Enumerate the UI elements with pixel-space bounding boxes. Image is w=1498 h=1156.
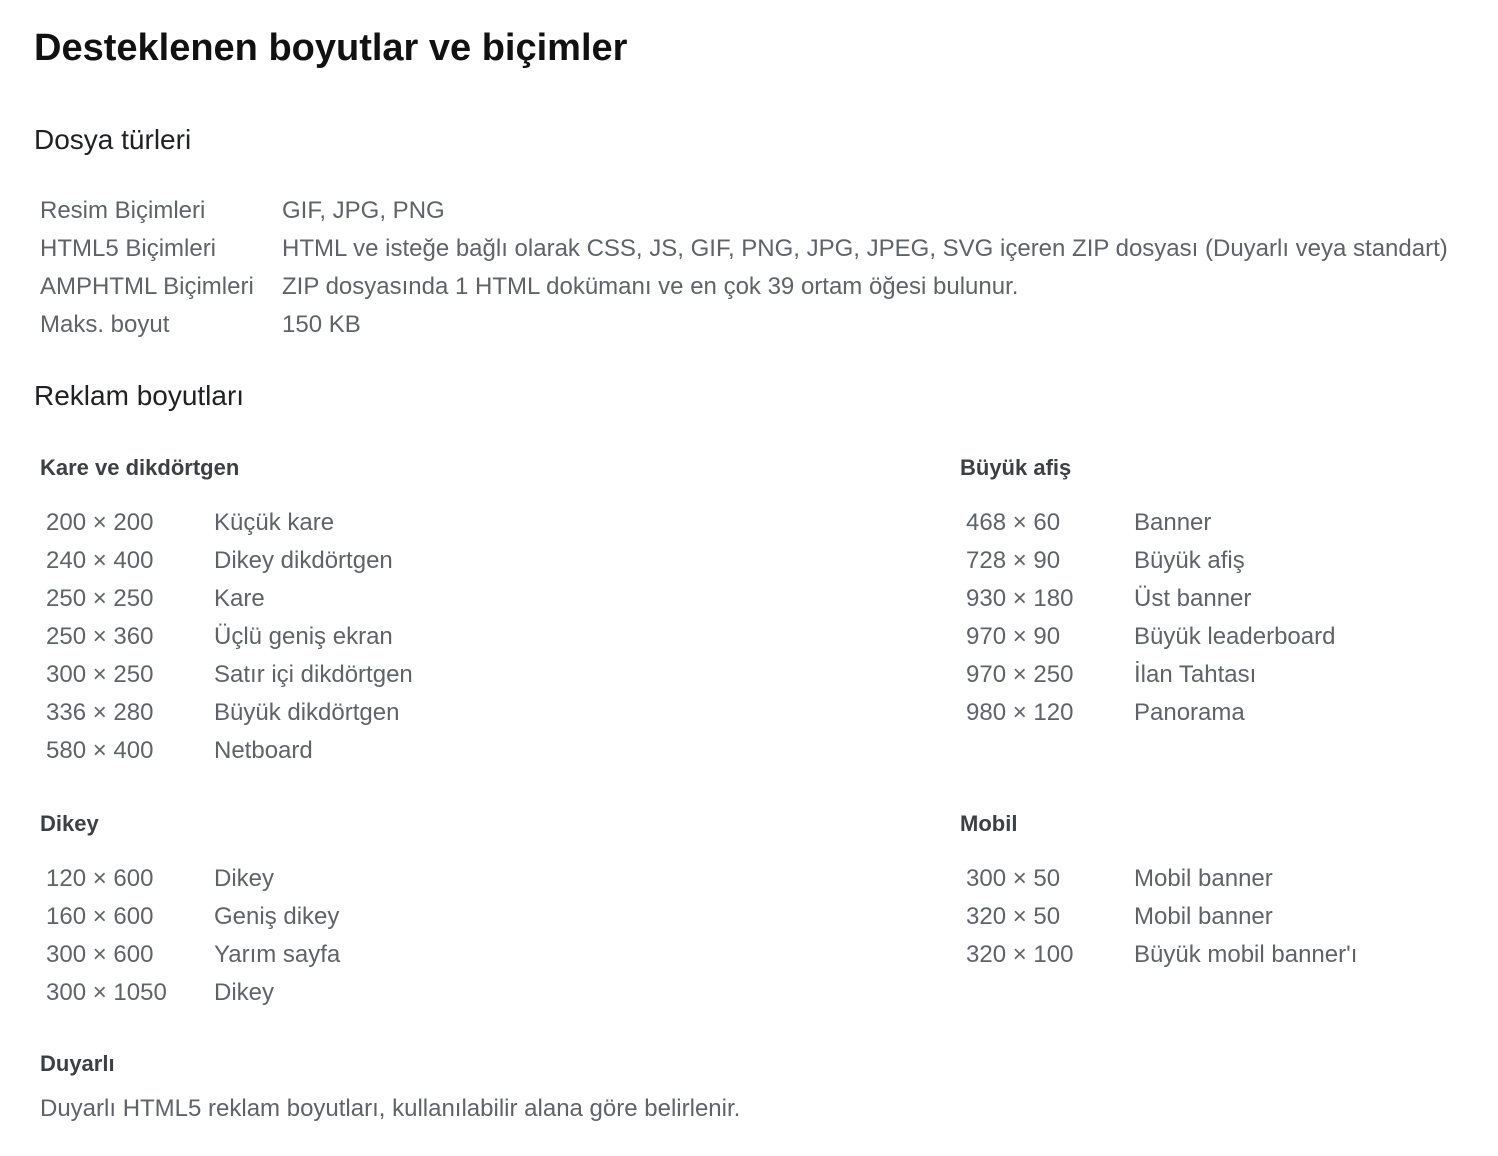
size-name: Büyük afiş [1134, 547, 1245, 574]
size-name: Dikey dikdörtgen [214, 547, 393, 574]
size-dimensions: 468 × 60 [966, 509, 1061, 536]
size-name: Büyük leaderboard [1134, 623, 1336, 650]
size-row [40, 936, 340, 974]
size-dimensions: 160 × 600 [46, 903, 154, 930]
size-row [960, 580, 1335, 618]
skyscraper-group [40, 809, 340, 1012]
size-dimensions: 970 × 250 [966, 661, 1074, 688]
size-name: Dikey [214, 865, 275, 892]
file-type-row [40, 230, 1448, 268]
size-row [960, 656, 1335, 694]
file-type-value: HTML ve isteğe bağlı olarak CSS, JS, GIF, PNG, JPG, JPEG, SVG içeren ZIP dosyası (Duyarlı veya standart) [282, 235, 1448, 262]
file-type-value: 150 KB [282, 311, 361, 338]
file-type-value: ZIP dosyasında 1 HTML dokümanı ve en çok 39 ortam öğesi bulunur. [282, 273, 1019, 300]
size-name: Kare [214, 585, 265, 612]
size-name: Yarım sayfa [214, 941, 341, 968]
size-dimensions: 300 × 600 [46, 941, 154, 968]
size-name: Üçlü geniş ekran [214, 623, 393, 650]
file-types-heading: Dosya türleri [34, 124, 192, 155]
size-row [960, 860, 1357, 898]
size-dimensions: 320 × 100 [966, 941, 1074, 968]
size-name: Mobil banner [1134, 865, 1273, 892]
size-row [40, 732, 413, 770]
size-row [40, 656, 413, 694]
file-type-label: Maks. boyut [40, 311, 170, 338]
ad-sizes-heading: Reklam boyutları [34, 380, 245, 411]
size-row [40, 504, 413, 542]
size-row [960, 504, 1335, 542]
size-name: Netboard [214, 737, 313, 764]
size-name: Mobil banner [1134, 903, 1273, 930]
size-row [960, 936, 1357, 974]
size-dimensions: 200 × 200 [46, 509, 154, 536]
size-dimensions: 580 × 400 [46, 737, 154, 764]
size-dimensions: 336 × 280 [46, 699, 154, 726]
size-row [40, 694, 413, 732]
size-dimensions: 728 × 90 [966, 547, 1061, 574]
group-title: Büyük afiş [960, 455, 1072, 480]
size-name: Satır içi dikdörtgen [214, 661, 413, 688]
size-row [960, 694, 1335, 732]
size-dimensions: 970 × 90 [966, 623, 1061, 650]
file-type-label: Resim Biçimleri [40, 197, 206, 224]
size-row [40, 580, 413, 618]
size-row [40, 898, 340, 936]
size-row [40, 974, 340, 1012]
mobile-group [960, 809, 1357, 974]
size-row [40, 860, 340, 898]
size-name: Banner [1134, 509, 1212, 536]
size-name: İlan Tahtası [1134, 661, 1257, 688]
size-dimensions: 320 × 50 [966, 903, 1061, 930]
file-type-label: AMPHTML Biçimleri [40, 273, 254, 300]
size-name: Üst banner [1134, 585, 1252, 612]
size-name: Geniş dikey [214, 903, 340, 930]
size-row [960, 542, 1335, 580]
group-title: Dikey [40, 811, 99, 836]
group-title: Mobil [960, 811, 1018, 836]
size-name: Panorama [1134, 699, 1245, 726]
responsive-description: Duyarlı HTML5 reklam boyutları, kullanılabilir alana göre belirlenir. [40, 1095, 741, 1122]
size-dimensions: 120 × 600 [46, 865, 154, 892]
file-type-label: HTML5 Biçimleri [40, 235, 217, 262]
size-name: Büyük mobil banner'ı [1134, 941, 1358, 968]
file-type-row [40, 268, 1448, 306]
size-dimensions: 300 × 250 [46, 661, 154, 688]
size-row [960, 618, 1335, 656]
page-title: Desteklenen boyutlar ve biçimler [34, 27, 628, 69]
size-name: Dikey [214, 979, 275, 1006]
group-title: Kare ve dikdörtgen [40, 455, 240, 480]
size-row [960, 898, 1357, 936]
size-dimensions: 300 × 1050 [46, 979, 167, 1006]
size-row [40, 618, 413, 656]
square-rectangle-group [40, 453, 413, 770]
file-types-table [40, 192, 1448, 344]
leaderboard-group [960, 453, 1335, 732]
group-title: Duyarlı [40, 1051, 115, 1076]
size-dimensions: 930 × 180 [966, 585, 1074, 612]
size-dimensions: 980 × 120 [966, 699, 1074, 726]
file-type-row [40, 192, 1448, 230]
size-name: Küçük kare [214, 509, 335, 536]
size-row [40, 542, 413, 580]
size-dimensions: 250 × 250 [46, 585, 154, 612]
size-dimensions: 300 × 50 [966, 865, 1061, 892]
responsive-group [40, 1049, 740, 1128]
file-type-value: GIF, JPG, PNG [282, 197, 445, 224]
size-dimensions: 240 × 400 [46, 547, 154, 574]
size-name: Büyük dikdörtgen [214, 699, 400, 726]
file-type-row [40, 306, 1448, 344]
size-dimensions: 250 × 360 [46, 623, 154, 650]
